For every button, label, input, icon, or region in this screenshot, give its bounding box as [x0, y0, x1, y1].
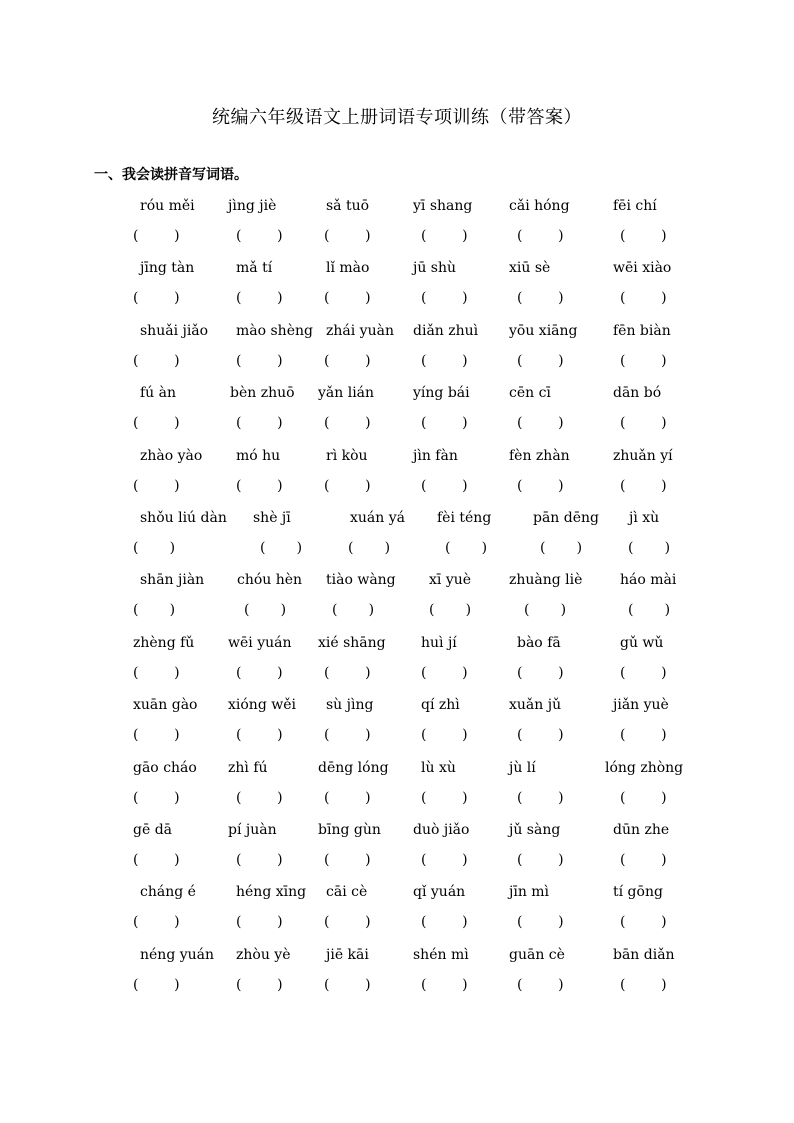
answer-blank[interactable]: ( ) [236, 976, 283, 993]
pinyin-word: dēng lóng [318, 759, 389, 776]
answer-blank[interactable]: ( ) [133, 477, 180, 494]
pinyin-word: huì jí [421, 634, 457, 651]
pinyin-word: jǔ sàng [509, 822, 561, 838]
answer-blank[interactable]: ( ) [133, 727, 180, 744]
pinyin-word: mào shèng [236, 322, 313, 339]
pinyin-word: jù lí [509, 759, 536, 776]
pinyin-word: duò jiǎo [413, 822, 470, 838]
answer-blank[interactable]: ( ) [236, 727, 283, 744]
answer-blank[interactable]: ( ) [236, 290, 283, 307]
answer-blank[interactable]: ( ) [517, 477, 564, 494]
answer-blank[interactable]: ( ) [260, 540, 303, 556]
answer-blank[interactable]: ( ) [324, 976, 371, 993]
answer-blank[interactable]: ( ) [517, 852, 564, 868]
answer-blank[interactable]: ( ) [421, 727, 468, 744]
answer-blank[interactable]: ( ) [236, 415, 283, 432]
answer-blank[interactable]: ( ) [324, 290, 371, 307]
pinyin-word: rì kòu [326, 447, 368, 464]
pinyin-word: zhái yuàn [326, 322, 394, 339]
page-title: 统编六年级语文上册词语专项训练（带答案） [212, 107, 582, 128]
pinyin-word: lǐ mào [326, 260, 370, 277]
answer-blank[interactable]: ( ) [324, 789, 371, 806]
pinyin-word: xióng wěi [228, 697, 296, 714]
pinyin-word: mǎ tí [236, 260, 273, 277]
answer-blank[interactable]: ( ) [324, 228, 371, 244]
pinyin-word: lù xù [421, 759, 456, 776]
answer-blank[interactable]: ( ) [620, 727, 667, 744]
pinyin-word: zhèng fǔ [133, 634, 195, 651]
pinyin-word: jìng jiè [228, 198, 277, 214]
answer-blank[interactable]: ( ) [620, 852, 667, 868]
answer-blank[interactable]: ( ) [620, 664, 667, 681]
answer-blank[interactable]: ( ) [517, 727, 564, 744]
answer-blank[interactable]: ( ) [133, 540, 176, 556]
answer-blank[interactable]: ( ) [421, 852, 468, 868]
pinyin-word: xuān gào [133, 697, 198, 714]
answer-blank[interactable]: ( ) [133, 914, 180, 931]
pinyin-word: wēi yuán [228, 634, 292, 651]
pinyin-word: yǎn lián [318, 385, 375, 402]
answer-blank[interactable]: ( ) [517, 290, 564, 307]
answer-blank[interactable]: ( ) [517, 976, 564, 993]
answer-blank[interactable]: ( ) [517, 789, 564, 806]
answer-blank[interactable]: ( ) [429, 602, 472, 619]
pinyin-word: jū shù [413, 260, 457, 277]
answer-blank[interactable]: ( ) [540, 540, 583, 556]
pinyin-word: jiǎn yuè [613, 697, 669, 714]
pinyin-word: jì xù [629, 510, 660, 526]
pinyin-word: bān diǎn [613, 946, 675, 963]
answer-blank[interactable]: ( ) [421, 976, 468, 993]
pinyin-word: jìn fàn [413, 447, 458, 464]
answer-blank[interactable]: ( ) [620, 290, 667, 307]
pinyin-word: xiū sè [509, 260, 551, 277]
answer-blank[interactable]: ( ) [445, 540, 488, 556]
pinyin-word: fēi chí [613, 198, 657, 214]
pinyin-word: cháng é [140, 884, 196, 901]
pinyin-word: dūn zhe [613, 822, 670, 838]
pinyin-word: wēi xiào [613, 260, 672, 277]
pinyin-word: xié shāng [318, 634, 386, 651]
answer-blank[interactable]: ( ) [620, 789, 667, 806]
pinyin-word: pān dēng [533, 510, 600, 526]
pinyin-word: pí juàn [228, 822, 277, 838]
pinyin-word: xī yuè [429, 572, 472, 589]
answer-blank[interactable]: ( ) [244, 602, 287, 619]
pinyin-word: zhì fú [228, 759, 268, 776]
answer-blank[interactable]: ( ) [517, 664, 564, 681]
answer-blank[interactable]: ( ) [421, 477, 468, 494]
answer-blank[interactable]: ( ) [133, 852, 180, 868]
pinyin-word: cēn cī [509, 385, 551, 402]
answer-blank[interactable]: ( ) [348, 540, 391, 556]
pinyin-word: bèn zhuō [230, 385, 295, 402]
pinyin-word: cǎi hóng [509, 198, 570, 214]
pinyin-word: yī shang [413, 198, 473, 214]
pinyin-word: tiào wàng [326, 572, 396, 589]
pinyin-word: shǒu liú dàn [140, 510, 227, 526]
answer-blank[interactable]: ( ) [324, 415, 371, 432]
pinyin-word: gē dā [133, 822, 173, 838]
answer-blank[interactable]: ( ) [620, 914, 667, 931]
answer-blank[interactable]: ( ) [324, 477, 371, 494]
pinyin-word: sǎ tuō [326, 198, 370, 214]
answer-blank[interactable]: ( ) [324, 914, 371, 931]
pinyin-word: xuǎn jǔ [509, 697, 562, 714]
answer-blank[interactable]: ( ) [324, 727, 371, 744]
answer-blank[interactable]: ( ) [421, 415, 468, 432]
pinyin-word: dān bó [613, 385, 662, 402]
pinyin-word: shén mì [413, 946, 469, 963]
pinyin-word: chóu hèn [237, 572, 303, 589]
pinyin-word: yōu xiāng [509, 322, 578, 339]
pinyin-word: shè jī [253, 510, 291, 526]
pinyin-word: gǔ wǔ [620, 634, 664, 651]
pinyin-word: néng yuán [140, 946, 215, 963]
answer-blank[interactable]: ( ) [324, 852, 371, 868]
answer-blank[interactable]: ( ) [133, 228, 180, 244]
pinyin-word: fú àn [140, 385, 177, 402]
pinyin-word: fēn biàn [613, 322, 671, 339]
answer-blank[interactable]: ( ) [421, 228, 468, 244]
answer-blank[interactable]: ( ) [133, 602, 176, 619]
pinyin-word: jīn mì [509, 884, 550, 901]
pinyin-word: fèi téng [437, 510, 492, 526]
pinyin-word: sù jìng [326, 697, 374, 714]
answer-blank[interactable]: ( ) [236, 664, 283, 681]
pinyin-word: mó hu [236, 447, 281, 464]
pinyin-word: qí zhì [421, 697, 460, 714]
answer-blank[interactable]: ( ) [524, 602, 567, 619]
pinyin-word: tí gōng [613, 884, 663, 901]
pinyin-word: jiē kāi [326, 946, 369, 963]
answer-blank[interactable]: ( ) [421, 664, 468, 681]
pinyin-word: háo mài [620, 572, 677, 589]
answer-blank[interactable]: ( ) [517, 415, 564, 432]
answer-blank[interactable]: ( ) [236, 477, 283, 494]
pinyin-word: jīng tàn [140, 260, 195, 277]
answer-blank[interactable]: ( ) [620, 976, 667, 993]
section-heading: 一、我会读拼音写词语。 [94, 167, 248, 183]
pinyin-word: zhào yào [140, 447, 203, 464]
answer-blank[interactable]: ( ) [236, 352, 283, 369]
answer-blank[interactable]: ( ) [620, 415, 667, 432]
pinyin-word: shān jiàn [140, 572, 205, 589]
pinyin-word: yíng bái [413, 385, 470, 402]
pinyin-word: cāi cè [326, 884, 368, 901]
pinyin-word: zhòu yè [236, 946, 291, 963]
pinyin-word: lóng zhòng [605, 759, 684, 776]
answer-blank[interactable]: ( ) [517, 352, 564, 369]
pinyin-word: zhuàng liè [509, 572, 583, 589]
answer-blank[interactable]: ( ) [236, 228, 283, 244]
answer-blank[interactable]: ( ) [133, 664, 180, 681]
pinyin-word: gāo cháo [133, 759, 197, 776]
pinyin-word: zhuǎn yí [613, 447, 673, 464]
answer-blank[interactable]: ( ) [332, 602, 375, 619]
answer-blank[interactable]: ( ) [133, 290, 180, 307]
pinyin-word: bào fā [517, 634, 561, 651]
answer-blank[interactable]: ( ) [236, 914, 283, 931]
pinyin-word: fèn zhàn [509, 447, 570, 464]
answer-blank[interactable]: ( ) [133, 976, 180, 993]
answer-blank[interactable]: ( ) [421, 352, 468, 369]
answer-blank[interactable]: ( ) [620, 352, 667, 369]
answer-blank[interactable]: ( ) [620, 228, 667, 244]
pinyin-word: shuǎi jiǎo [140, 322, 209, 339]
pinyin-word: róu měi [140, 198, 195, 214]
pinyin-word: bīng gùn [318, 822, 381, 838]
pinyin-word: xuán yá [350, 510, 405, 526]
answer-blank[interactable]: ( ) [628, 602, 671, 619]
answer-blank[interactable]: ( ) [133, 352, 180, 369]
answer-blank[interactable]: ( ) [236, 852, 283, 868]
answer-blank[interactable]: ( ) [324, 352, 371, 369]
pinyin-word: héng xīng [236, 884, 307, 901]
answer-blank[interactable]: ( ) [133, 415, 180, 432]
answer-blank[interactable]: ( ) [517, 228, 564, 244]
pinyin-word: diǎn zhuì [413, 322, 479, 339]
answer-blank[interactable]: ( ) [421, 914, 468, 931]
answer-blank[interactable]: ( ) [628, 540, 671, 556]
pinyin-word: guān cè [509, 946, 565, 963]
answer-blank[interactable]: ( ) [421, 290, 468, 307]
answer-blank[interactable]: ( ) [517, 914, 564, 931]
answer-blank[interactable]: ( ) [324, 664, 371, 681]
answer-blank[interactable]: ( ) [236, 789, 283, 806]
answer-blank[interactable]: ( ) [620, 477, 667, 494]
answer-blank[interactable]: ( ) [133, 789, 180, 806]
answer-blank[interactable]: ( ) [421, 789, 468, 806]
pinyin-word: qǐ yuán [413, 884, 466, 901]
